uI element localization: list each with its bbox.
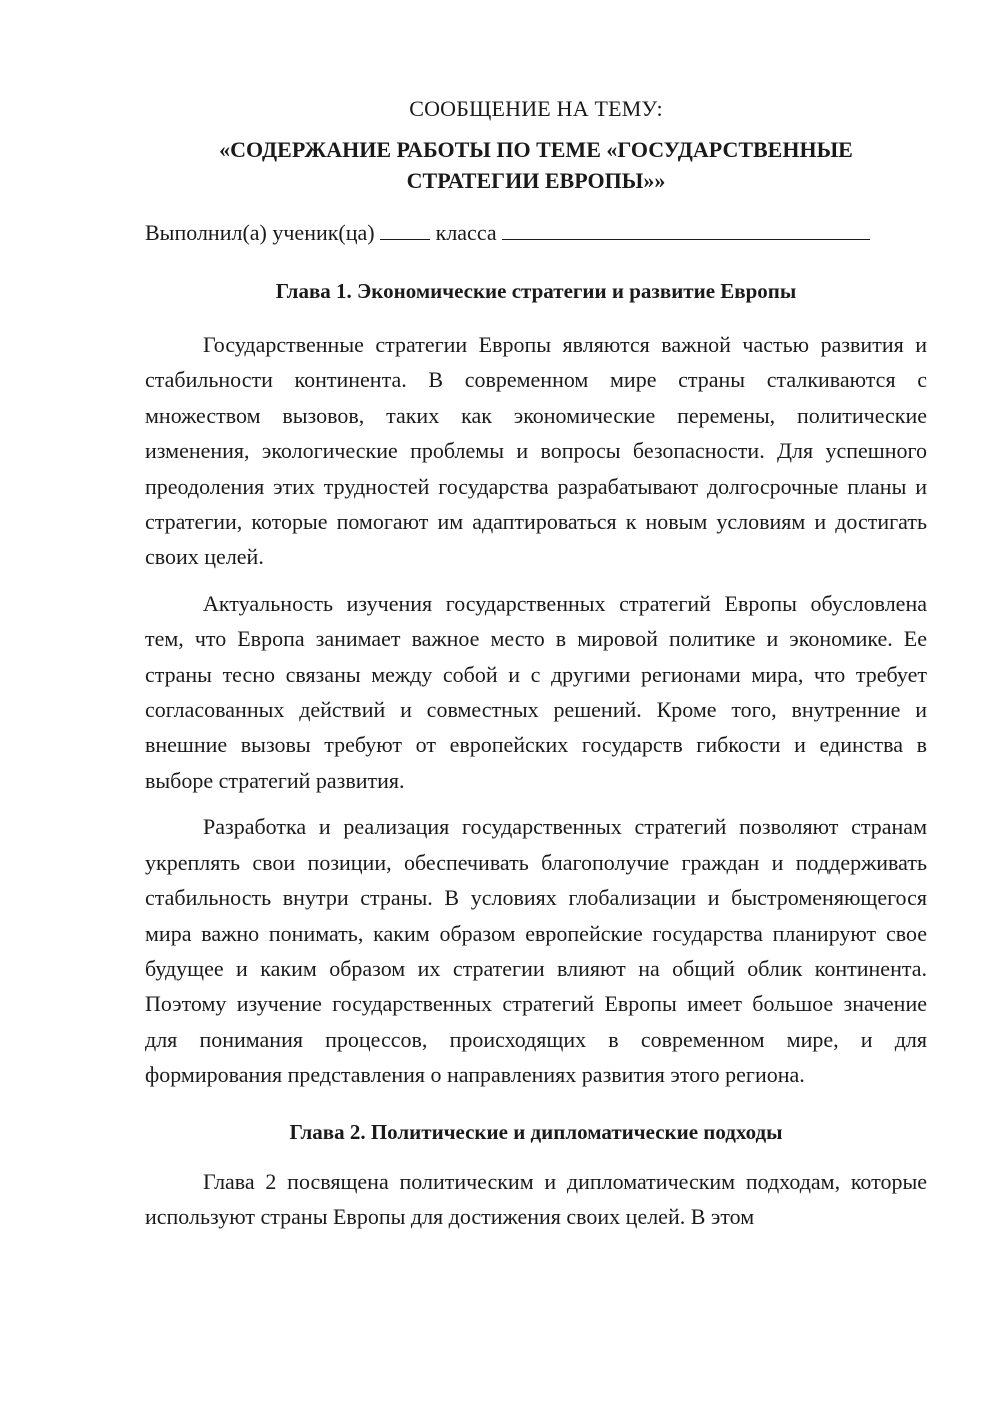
author-line [145,218,927,248]
chapter-2-paragraph: Глава 2 посвящена политическим и дипломатическим подходам, которые используют страны Европы для достижения своих целей. В этом [145,1168,927,1229]
chapter-1-paragraph: Актуальность изучения государственных стратегий Европы обусловлена тем, что Европа занимает важное место в мировой политике и экономике. Ее страны тесно связаны между собой и с другими регионами мира, что требует согласованных действий и совместных решений. Кроме того, внутренние и внешние вызовы требуют от европейских государств гибкости и единства в выборе стратегий развития. [145,590,927,793]
author-prefix: Выполнил(а) ученик(ца) [145,220,375,245]
chapter-1-paragraph: Государственные стратегии Европы являются важной частью развития и стабильности континента. В современном мире страны сталкиваются с множеством вызовов, таких как экономические перемены, политические изменения, экологические проблемы и вопросы безопасности. Для успешного преодоления этих трудностей государства разрабатывают долгосрочные планы и стратегии, которые помогают им адаптироваться к новым условиям и достигать своих целей. [145,332,927,570]
name-blank [502,221,870,240]
chapter-2-heading: Глава 2. Политические и дипломатические подходы [289,1119,783,1144]
grade-blank [380,221,430,240]
chapter-1-paragraph: Разработка и реализация государственных стратегий позволяют странам укреплять свои позиции, обеспечивать благополучие граждан и поддерживать стабильность внутри страны. В условиях глобализации и быстроменяющегося мира важно понимать, каким образом европейские государства планируют свое будущее и каким образом их стратегии влияют на общий облик континента. Поэтому изучение государственных стратегий Европы имеет большое значение для понимания процессов, происходящих в современном мире, и для формирования представления о направлениях развития этого региона. [145,814,927,1088]
document-title: «СОДЕРЖАНИЕ РАБОТЫ ПО ТЕМЕ «ГОСУДАРСТВЕННЫЕ СТРАТЕГИИ ЕВРОПЫ»» [219,137,853,193]
class-label: класса [435,220,497,245]
document-page [145,92,927,1234]
chapter-1-heading: Глава 1. Экономические стратегии и развитие Европы [275,279,797,303]
message-label: СООБЩЕНИЕ НА ТЕМУ: [409,96,663,121]
